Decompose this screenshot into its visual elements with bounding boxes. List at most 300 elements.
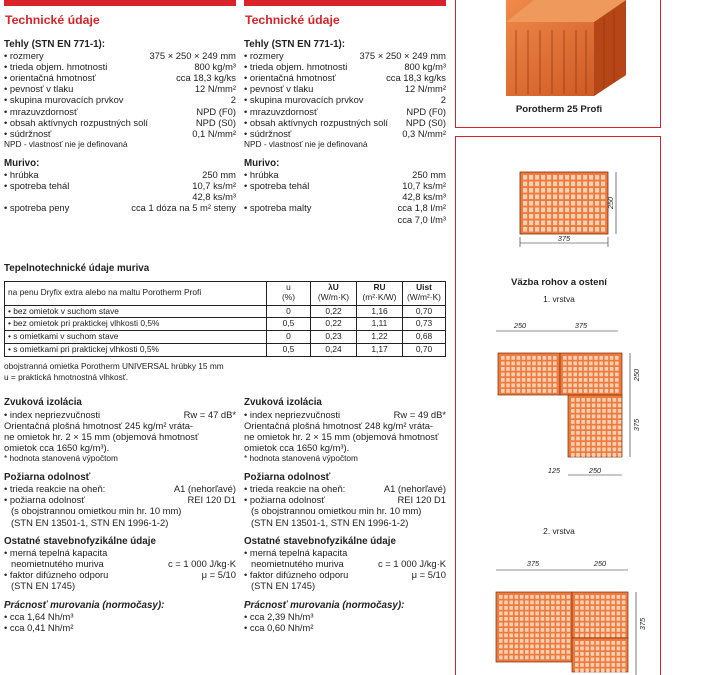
brick-hole [567,595,571,599]
brick-hole [579,384,583,388]
brick-hole [610,367,614,371]
brick-hole [541,634,545,638]
brick-hole [613,415,617,419]
brick-hole [606,658,610,662]
brick-spec-row: • rozmery 375 × 250 × 249 mm [4,50,236,61]
brick-hole [587,404,591,408]
brick-hole [585,658,589,662]
brick-hole [617,606,621,610]
thermal-cell: 0 [267,305,311,318]
brick-hole [565,214,569,219]
thermal-cell: 0,24 [311,344,357,357]
col-u: u (%) [267,281,311,305]
brick-hole [541,628,545,632]
brick-hole [541,188,545,193]
brick-hole [610,373,614,377]
brick-hole [601,214,605,219]
brick-hole [575,647,579,651]
brick-hole [515,645,519,649]
brick-hole [601,595,605,599]
brick-hole [561,601,565,605]
brick-photo [456,0,662,100]
brick-hole [559,182,563,187]
brick-hole [613,431,617,435]
brick-hole [548,384,552,388]
brick-hole [580,669,584,673]
brick-hole [529,182,533,187]
brick-hole [523,182,527,187]
brick-hole [594,356,598,360]
brick-hole [553,389,557,393]
brick-hole [581,409,585,413]
masonry-bricks-2: 42,8 ks/m³ [192,191,236,203]
brick-hole [617,669,621,673]
brick-hole [546,623,550,627]
fire-resistance: • požiarna odolnosť REI 120 D1 [4,494,236,505]
brick-hole [585,606,589,610]
brick-hole [576,442,580,446]
brick-hole [509,606,513,610]
brick-hole [546,606,550,610]
brick-hole [589,367,593,371]
phys-std: (STN EN 1745) [11,580,76,592]
brick-hole [504,606,508,610]
brick-hole [583,195,587,200]
brick-spec-row: • orientačná hmotnosť cca 18,3 kg/ks [244,72,446,83]
brick-hole [585,663,589,667]
brick-hole [548,389,552,393]
thermal-row [5,344,446,357]
brick-hole [602,398,606,402]
brick-hole [601,601,605,605]
brick-hole [553,227,557,232]
brick-hole [576,453,580,457]
brick-hole [535,208,539,213]
brick-hole [535,612,539,616]
fire-text: (s obojstrannou omietkou min hr. 10 mm) [11,505,182,517]
brick-hole [601,663,605,667]
brick-hole [511,378,515,382]
brick-hole [605,378,609,382]
brick-hole [591,612,595,616]
bond-box [455,136,661,675]
brick-hole [571,453,575,457]
l2-dim-top: 375 [526,559,540,568]
l1-dim-side-a: 250 [632,368,641,382]
brick-hole [565,221,569,226]
brick-hole [611,663,615,667]
brick-hole [541,612,545,616]
brick-hole [530,656,534,660]
fire-text: (STN EN 13501-1, STN EN 1996-1-2) [251,516,409,528]
brick-hole [532,389,536,393]
brick-hole [515,617,519,621]
brick-hole [515,601,519,605]
brick-hole [551,628,555,632]
brick-hole [594,373,598,377]
brick-hole [610,378,614,382]
brick-hole [537,384,541,388]
brick-hole [568,378,572,382]
brick-hole [596,628,600,632]
brick-hole [546,639,550,643]
brick-hole [565,208,569,213]
brick-hole [541,656,545,660]
brick-hole [587,453,591,457]
brick-hole [522,378,526,382]
brick-hole [595,227,599,232]
brick-hole [585,623,589,627]
brick-hole [589,201,593,206]
middle-column [244,0,446,225]
thermal-cell: 0,23 [311,331,357,344]
brick-hole [585,601,589,605]
brick-hole [595,208,599,213]
brick-hole [565,188,569,193]
brick-hole [571,426,575,430]
brick-hole [589,208,593,213]
brick-hole [535,639,539,643]
plan-dim-width: 375 [557,234,571,243]
phys-diffusion: • faktor difúzneho odporu μ = 5/10 [244,569,446,580]
brick-hole [527,378,531,382]
brick-hole [591,658,595,662]
brick-hole [567,617,571,621]
l1-dim-top-b: 375 [574,321,588,330]
brick-hole [553,182,557,187]
brick-hole [611,601,615,605]
brick-hole [606,601,610,605]
brick-hole [580,634,584,638]
brick-hole [613,448,617,452]
thermal-row-label: • bez omietok v suchom stave [5,305,267,318]
brick-hole [599,384,603,388]
brick-hole [596,612,600,616]
brick-hole [501,389,505,393]
brick-hole [553,362,557,366]
brick-hole [530,634,534,638]
brick-spec-row: • pevnosť v tlaku 12 N/mm² [244,83,446,94]
brick-hole [577,188,581,193]
brick-hole [599,367,603,371]
brick-hole [580,595,584,599]
brick-hole [523,195,527,200]
brick-hole [535,175,539,180]
brick-hole [575,601,579,605]
brick-hole [559,188,563,193]
brick-hole [571,214,575,219]
brick-hole [606,663,610,667]
brick-hole [581,431,585,435]
brick-hole [547,227,551,232]
brick-hole [606,617,610,621]
brick-hole [501,362,505,366]
brick-hole [585,617,589,621]
brick-hole [535,634,539,638]
brick-hole [577,208,581,213]
brick-hole [551,595,555,599]
brick-hole [596,652,600,656]
thermal-row [5,331,446,344]
brick-hole [556,617,560,621]
brick-hole [605,373,609,377]
brick-hole [591,595,595,599]
brick-hole [613,453,617,457]
brick-hole [617,658,621,662]
brick-hole [595,214,599,219]
section-heading: Technické údaje [245,13,340,27]
brick-hole [523,208,527,213]
brick-hole [601,606,605,610]
brick-hole [548,373,552,377]
brick-hole [585,641,589,645]
brick-hole [525,634,529,638]
brick-hole [618,415,622,419]
brick-hole [567,612,571,616]
brick-hole [592,448,596,452]
brick-hole [589,195,593,200]
brick-hole [595,221,599,226]
brick-hole [563,362,567,366]
brick-hole [605,384,609,388]
brick-hole [611,634,615,638]
brick-hole [506,367,510,371]
brick-hole [591,663,595,667]
brick-hole [547,182,551,187]
brick-hole [583,214,587,219]
brick-hole [579,378,583,382]
brick-hole [575,595,579,599]
brick-hole [517,367,521,371]
brick-hole [602,415,606,419]
brick-hole [592,409,596,413]
brick-hole [583,208,587,213]
brick-hole [537,356,541,360]
brick-hole [529,175,533,180]
brick-hole [581,448,585,452]
brick-hole [501,356,505,360]
thermal-row [5,305,446,318]
brick-hole [587,420,591,424]
brick-hole [583,188,587,193]
brick-hole [563,378,567,382]
brick-hole [573,356,577,360]
brick-hole [622,634,626,638]
brick-hole [499,601,503,605]
brick-hole [525,595,529,599]
thermal-cell: 0,68 [403,331,446,344]
brick-hole [499,628,503,632]
brick-hole [547,214,551,219]
brick-hole [553,367,557,371]
brick-hole [622,606,626,610]
brick-hole [520,595,524,599]
brick-plan-diagram [456,167,662,277]
brick-hole [607,404,611,408]
brick-hole [577,214,581,219]
brick-hole [567,650,571,654]
brick-hole [591,617,595,621]
l1-dim-side-b: 375 [632,418,641,432]
brick-hole [541,201,545,206]
brick-hole [523,175,527,180]
layer-2-diagram [456,552,662,675]
brick-hole [601,175,605,180]
brick-hole [587,426,591,430]
brick-hole [499,617,503,621]
brick-hole [525,623,529,627]
brick-hole [575,658,579,662]
brick-hole [622,647,626,651]
brick-hole [511,373,515,377]
brick-hole [571,437,575,441]
brick-hole [529,214,533,219]
brick-hole [589,373,593,377]
brick-hole [589,221,593,226]
brick-hole [587,431,591,435]
brick-hole [607,415,611,419]
brick-hole [499,623,503,627]
brick-hole [601,221,605,226]
masonry-title: Murivo: [4,157,40,169]
brick-hole [580,601,584,605]
brick-hole [581,453,585,457]
brick-hole [532,384,536,388]
brick-hole [537,362,541,366]
brick-hole [559,201,563,206]
brick-hole [579,373,583,377]
brick-hole [607,431,611,435]
layer-2-label: 2. vrstva [543,526,575,536]
brick-hole [597,453,601,457]
brick-hole [617,641,621,645]
brick-hole [592,404,596,408]
brick-hole [584,356,588,360]
brick-hole [596,663,600,667]
brick-hole [535,628,539,632]
brick-hole [565,182,569,187]
brick-hole [529,201,533,206]
brick-hole [522,384,526,388]
brick-hole [563,373,567,377]
brick-hole [611,623,615,627]
brick-hole [617,595,621,599]
brick-hole [504,645,508,649]
brick-hole [561,623,565,627]
layer-1-label: 1. vrstva [543,294,575,304]
brick-hole [580,647,584,651]
brick-hole [601,188,605,193]
brick-hole [618,398,622,402]
brick-hole [546,595,550,599]
brick-hole [607,442,611,446]
brick-hole [601,201,605,206]
brick-hole [509,595,513,599]
brick-hole [529,221,533,226]
brick-hole [565,227,569,232]
brick-hole [591,628,595,632]
brick-hole [613,409,617,413]
brick-hole [520,650,524,654]
brick-hole [602,420,606,424]
brick-hole [530,612,534,616]
brick-hole [617,647,621,651]
brick-hole [509,650,513,654]
labor-title: Prácnosť murovania (normočasy): [4,599,165,611]
brick-hole [618,420,622,424]
brick-hole [575,663,579,667]
brick-hole [607,409,611,413]
brick-hole [581,420,585,424]
brick-hole [596,647,600,651]
brick-hole [548,356,552,360]
brick-hole [511,362,515,366]
brick-hole [541,639,545,643]
brick-hole [618,431,622,435]
brick-hole [571,221,575,226]
masonry-mortar: • spotreba malty cca 1,8 l/m² [244,202,446,213]
brick-hole [543,356,547,360]
acoustic-text: Orientačná plošná hmotnosť 245 kg/m² vráta- [4,419,194,431]
thermal-header-label: na penu Dryfix extra alebo na maltu Porotherm Profi [5,281,267,305]
phys-heat-value: neomietnutého muriva c = 1 000 J/kg·K [11,558,236,570]
acoustic-text: ne omietok hr. 2 × 15 mm (objemová hmotnosť [4,430,199,442]
brick-hole [571,398,575,402]
brick-hole [597,431,601,435]
brick-hole [571,227,575,232]
brick-hole [511,367,515,371]
brick-hole [520,628,524,632]
brick-hole [517,362,521,366]
brick-hole [535,221,539,226]
brick-hole [517,384,521,388]
brick-hole [541,221,545,226]
brick-hole [618,404,622,408]
fire-text: (STN EN 13501-1, STN EN 1996-1-2) [11,516,169,528]
brick-hole [585,669,589,673]
brick-hole [605,362,609,366]
brick-hole [601,612,605,616]
brick-hole [523,221,527,226]
brick-hole [506,356,510,360]
brick-hole [501,373,505,377]
brick-hole [617,652,621,656]
brick-hole [551,601,555,605]
brick-hole [580,652,584,656]
brick-hole [576,448,580,452]
brick-hole [596,595,600,599]
product-name: Porotherm 25 Profi [515,104,603,115]
brick-hole [567,606,571,610]
brick-hole [581,398,585,402]
brick-hole [589,389,593,393]
brick-hole [515,623,519,627]
brick-hole [525,639,529,643]
brick-hole [611,612,615,616]
brick-hole [535,195,539,200]
thermal-cell: 0,22 [311,305,357,318]
brick-hole [541,208,545,213]
brick-hole [579,356,583,360]
brick-hole [522,356,526,360]
labor-title: Prácnosť murovania (normočasy): [244,599,405,611]
brick-hole [583,221,587,226]
brick-hole [583,182,587,187]
brick-hole [601,658,605,662]
brick-hole [615,389,619,393]
npd-note: NPD - vlastnosť nie je definovaná [244,138,368,149]
brick-hole [556,612,560,616]
